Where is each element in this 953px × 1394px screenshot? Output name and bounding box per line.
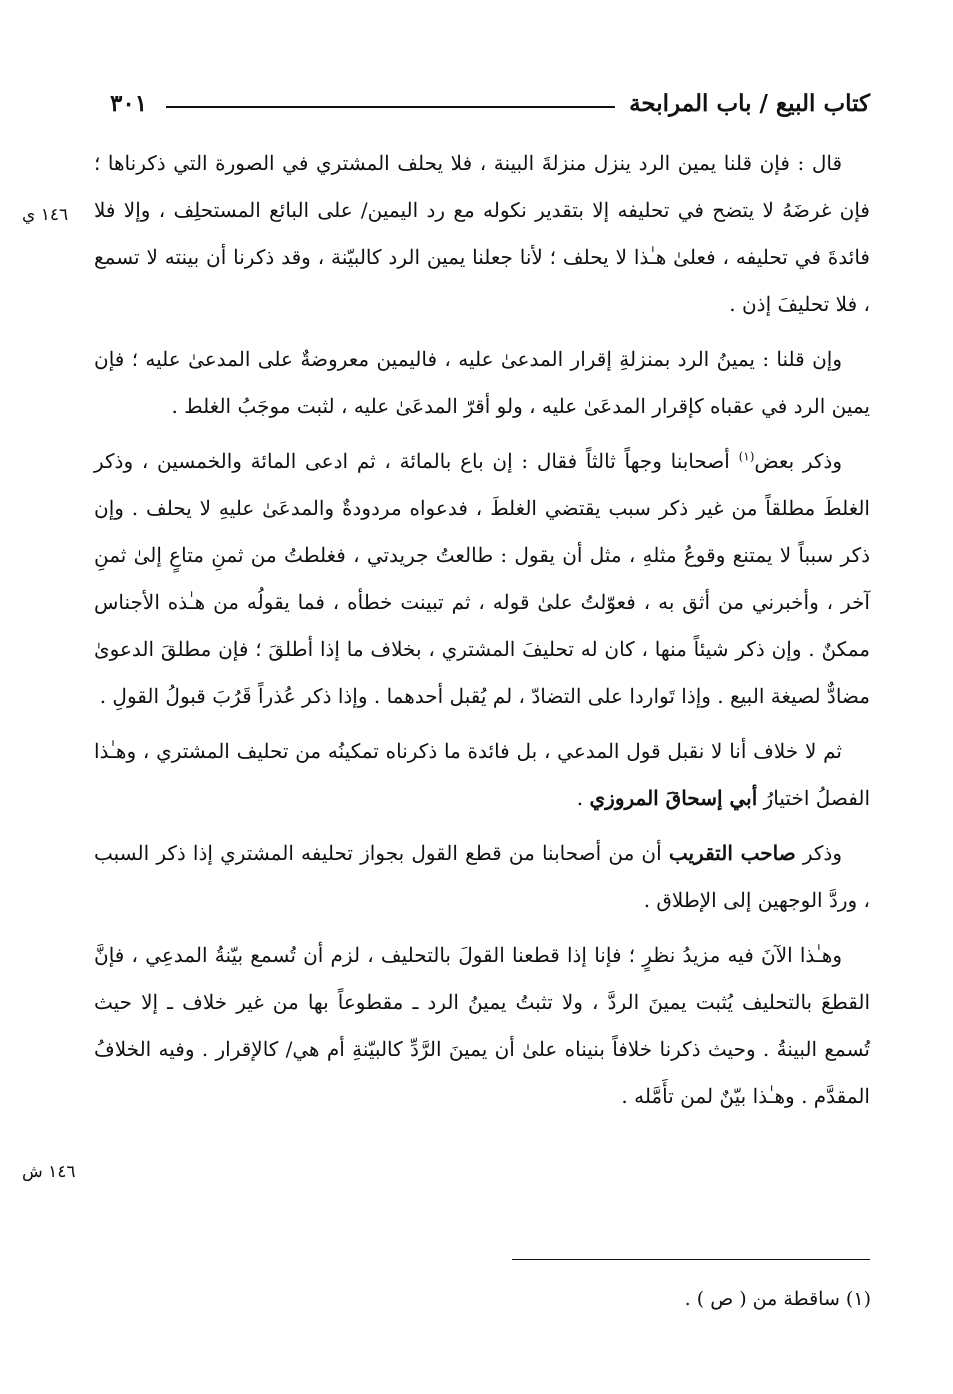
paragraph-3-text: أصحابنا وجهاً ثالثاً فقال : إن باع بالمائة ، ثم ادعى المائة والخمسين ، وذكر الغلطَ مطلقاً من غير ذكر سبب يقتضي الغلطَ ، فدعواه مردودةٌ والمدعَىٰ عليهِ لا يحلف . وإن ذكر سبباً لا يمتنع وقوعُ مثلهِ ، مثل أن يقول : طالعتُ جريدتي ، فغلطتُ من ثمنِ متاعٍ إلىٰ ثمنِ آخر ، وأخبرني من أثق به ، فعوّلتُ علىٰ قوله ، ثم تبينت خطأه ، فما يقولُه من هـٰذه الأجناس ممكنٌ . وإن ذكر شيئاً منها ، كان له تحليفَ المشتري ، بخلاف ما إذا أطلقَ ؛ فإن مطلقَ الدعوىٰ مضادٌّ لصيغة البيع . وإذا تَواردا على التضادّ ، لم يُقبل أحدهما . وإذا ذكر عُذراً قَرُبَ قبولُ القولِ . — [94, 449, 870, 708]
paragraph-6 — [94, 932, 870, 1120]
paragraph-4-name: أبي إسحاقَ المروزي — [589, 786, 758, 810]
main-text — [94, 140, 870, 1120]
running-header — [110, 84, 870, 124]
paragraph-4-text: ثم لا خلاف أنا لا نقبل قول المدعي ، بل فائدة ما ذكرناه تمكينُه من تحليف المشتري ، وهـٰذا الفصلُ اختيارُ — [94, 739, 870, 810]
footnote-mark: (١) — [738, 449, 755, 464]
header-title: كتاب البيع / باب المرابحة — [629, 90, 870, 117]
margin-note-2: ١٤٦ ش — [22, 1162, 76, 1182]
margin-note-1: ١٤٦ ي — [22, 205, 69, 225]
footnote-rule — [512, 1259, 870, 1260]
paragraph-2-text: وإن قلنا : يمينُ الرد بمنزلةِ إقرار المدعىٰ عليه ، فاليمين معروضةٌ على المدعىٰ عليه ؛ فإن يمين الرد في عقباه كإقرار المدعَىٰ عليه ، ولو أقرّ المدعَىٰ عليه ، لثبت موجَبُ الغلط . — [94, 347, 870, 418]
paragraph-5-name: صاحب التقريب — [668, 841, 796, 865]
footnote: (١) ساقطة من ( ص ) . — [684, 1288, 871, 1310]
paragraph-4-end: . — [576, 786, 590, 810]
page-number: ٣٠١ — [110, 90, 148, 117]
paragraph-3-lead: وذكر بعض — [754, 449, 842, 473]
paragraph-1-text: قال : فإن قلنا يمين الرد ينزل منزلةَ البينة ، فلا يحلف المشتري في الصورة التي ذكرناها ؛ فإن غرضَهُ لا يتضح في تحليفه إلا بتقدير نكوله مع رد اليمين/ على البائع المستحلِف ، وإلا فلا فائدةَ في تحليفه ، فعلىٰ هـٰذا لا يحلف ؛ لأنا جعلنا يمين الرد كالبيّنة ، وقد ذكرنا أن بينته لا تسمع ، فلا تحليفَ إذن . — [94, 151, 870, 316]
paragraph-6-text: وهـٰذا الآنَ فيه مزيدُ نظرٍ ؛ فإنا إذا قطعنا القولَ بالتحليف ، لزم أن تُسمع بيّنةُ المدعِي ، فإنَّ القطعَ بالتحليف يُثبت يمينَ الردَّ ، ولا تثبتُ يمينُ الرد ـ مقطوعاً بها من غير خلاف ـ إلا حيث تُسمع البينةُ . وحيث ذكرنا خلافاً بنيناه علىٰ أن يمينَ الرَّدِّ كالبيّنةِ أم هي/ كالإقرار . وفيه الخلافُ المقدَّم . وهـٰذا بيّنٌ لمن تأَمَّله . — [94, 943, 870, 1108]
paragraph-1 — [94, 140, 870, 328]
header-rule — [166, 106, 615, 108]
paragraph-5-lead: وذكر — [795, 841, 842, 865]
paragraph-5 — [94, 830, 870, 924]
paragraph-4 — [94, 728, 870, 822]
paragraph-3 — [94, 438, 870, 720]
paragraph-5-text: أن من أصحابنا من قطع القول بجواز تحليفه المشتري إذا ذكر السبب ، وردَّ الوجهين إلى الإطلاق . — [94, 841, 870, 912]
paragraph-2 — [94, 336, 870, 430]
